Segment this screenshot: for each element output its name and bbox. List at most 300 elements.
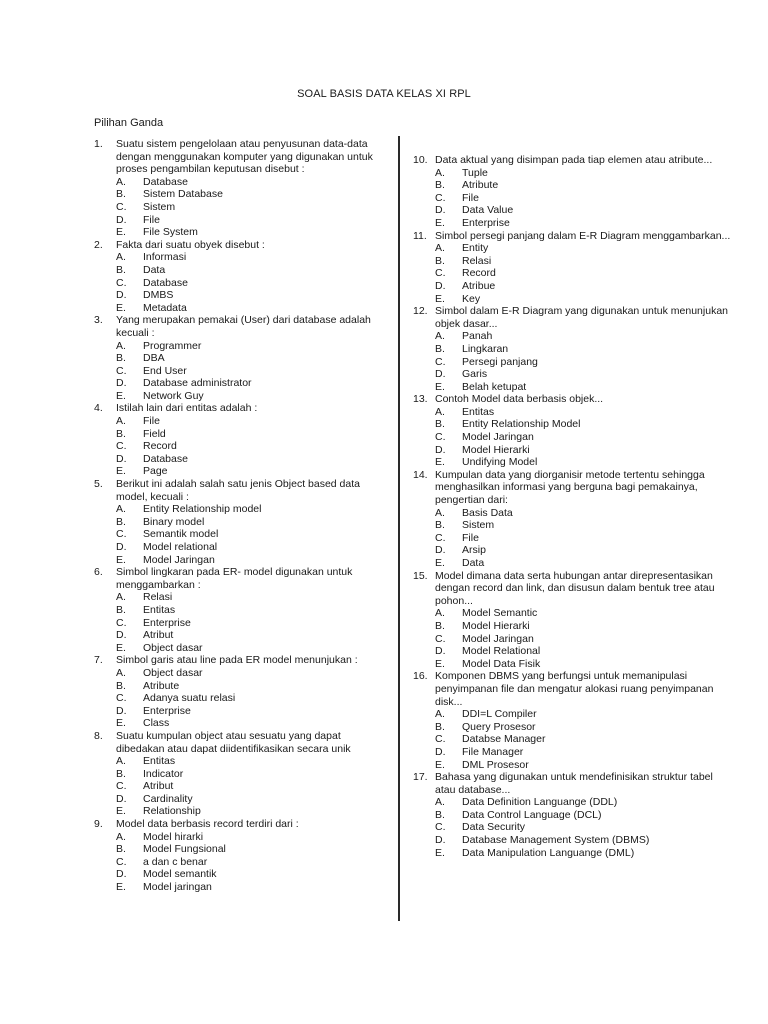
- option-letter: D.: [435, 544, 446, 557]
- option-letter: E.: [116, 389, 126, 402]
- answer-option: [413, 746, 733, 759]
- option-letter: A.: [116, 591, 126, 604]
- option-text: DML Prosesor: [462, 758, 529, 771]
- option-letter: C.: [435, 267, 446, 280]
- option-text: Key: [462, 292, 481, 305]
- option-letter: B.: [116, 515, 126, 528]
- option-letter: B.: [116, 427, 126, 440]
- answer-option: [413, 557, 733, 570]
- question-text: Istilah lain dari entitas adalah :: [116, 402, 258, 415]
- option-letter: D.: [116, 213, 127, 226]
- option-letter: C.: [116, 855, 127, 868]
- option-letter: D.: [435, 279, 446, 292]
- answer-option: [413, 444, 733, 457]
- option-letter: E.: [116, 301, 126, 314]
- answer-option: [94, 302, 390, 315]
- answer-option: [94, 541, 390, 554]
- answer-option: [413, 821, 733, 834]
- option-text: Model hirarki: [143, 830, 204, 843]
- option-text: Databse Manager: [462, 733, 546, 746]
- option-text: Database: [143, 175, 188, 188]
- answer-option: [94, 528, 390, 541]
- option-letter: C.: [116, 616, 127, 629]
- option-text: Atribute: [143, 679, 180, 692]
- answer-option: [94, 755, 390, 768]
- option-letter: E.: [435, 216, 445, 229]
- question-number: 17.: [413, 771, 428, 784]
- answer-option: [413, 532, 733, 545]
- answer-option: [413, 633, 733, 646]
- answer-option: [413, 242, 733, 255]
- answer-option: [413, 721, 733, 734]
- question-item: [94, 566, 390, 654]
- option-letter: B.: [116, 603, 126, 616]
- option-letter: A.: [116, 175, 126, 188]
- option-letter: A.: [435, 330, 445, 343]
- option-letter: A.: [435, 405, 445, 418]
- option-letter: A.: [435, 166, 445, 179]
- answer-option: [94, 629, 390, 642]
- option-text: Model Semantic: [462, 607, 538, 620]
- answer-option: [413, 620, 733, 633]
- answer-option: [94, 352, 390, 365]
- answer-option: [413, 192, 733, 205]
- option-letter: E.: [435, 657, 445, 670]
- option-text: File: [462, 531, 479, 544]
- option-text: Entity: [462, 242, 489, 255]
- option-text: Data Control Language (DCL): [462, 808, 602, 821]
- question-number: 14.: [413, 468, 428, 481]
- answer-option: [413, 267, 733, 280]
- answer-option: [94, 340, 390, 353]
- answer-option: [413, 368, 733, 381]
- question-item: [94, 402, 390, 478]
- question-text: Fakta dari suatu obyek disebut :: [116, 238, 265, 251]
- option-letter: D.: [435, 204, 446, 217]
- option-letter: B.: [435, 619, 445, 632]
- question-number: 16.: [413, 670, 428, 683]
- option-text: Lingkaran: [462, 342, 509, 355]
- option-text: Atribut: [143, 780, 174, 793]
- question-row: [413, 305, 733, 330]
- option-text: Data Definition Languange (DDL): [462, 796, 618, 809]
- question-text: Komponen DBMS yang berfungsi untuk memanipulasi penyimpanan file dan mengatur alokasi ruang penyimpanan disk...: [435, 670, 714, 708]
- answer-option: [94, 390, 390, 403]
- option-text: Database: [143, 276, 188, 289]
- question-number: 8.: [94, 729, 103, 742]
- option-text: Data: [462, 557, 485, 569]
- answer-option: [413, 293, 733, 306]
- answer-option: [94, 554, 390, 567]
- question-text: Yang merupakan pemakai (User) dari database adalah kecuali :: [116, 314, 371, 339]
- answer-option: [413, 796, 733, 809]
- option-text: Record: [143, 440, 177, 453]
- option-text: Database Management System (DBMS): [462, 834, 650, 847]
- question-item: [94, 314, 390, 402]
- question-item: [94, 818, 390, 894]
- answer-option: [413, 406, 733, 419]
- option-text: Model Data Fisik: [462, 657, 541, 670]
- option-letter: D.: [435, 745, 446, 758]
- option-text: DBA: [143, 352, 165, 365]
- question-text: Suatu kumpulan object atau sesuatu yang dapat dibedakan atau dapat diidentifikasikan secara unik: [116, 729, 351, 755]
- question-item: [94, 654, 390, 730]
- answer-option: [413, 544, 733, 557]
- question-number: 4.: [94, 402, 103, 415]
- option-text: Relationship: [143, 805, 201, 818]
- option-letter: A.: [116, 755, 126, 768]
- option-text: Enterprise: [143, 704, 191, 717]
- question-item: [413, 305, 733, 393]
- question-row: [413, 670, 733, 708]
- question-row: [413, 393, 733, 406]
- answer-option: [94, 277, 390, 290]
- option-text: Model Hierarki: [462, 619, 530, 632]
- answer-option: [94, 881, 390, 894]
- option-text: File: [462, 191, 479, 204]
- option-text: Panah: [462, 330, 493, 343]
- question-item: [413, 670, 733, 771]
- question-text: Model dimana data serta hubungan antar direpresentasikan dengan record dan link, dan disusun dalam bentuk tree atau pohon...: [435, 569, 715, 607]
- answer-option: [413, 834, 733, 847]
- option-text: DMBS: [143, 289, 174, 302]
- question-item: [413, 230, 733, 306]
- option-text: Model Jaringan: [462, 632, 534, 645]
- question-text: Simbol garis atau line pada ER model menunjukan :: [116, 654, 358, 667]
- option-letter: C.: [435, 355, 446, 368]
- answer-option: [94, 667, 390, 680]
- answer-option: [94, 453, 390, 466]
- answer-option: [413, 255, 733, 268]
- option-letter: D.: [116, 792, 127, 805]
- option-letter: E.: [116, 805, 126, 818]
- question-column-left: [94, 138, 390, 894]
- option-text: Undifying Model: [462, 456, 538, 469]
- option-text: Cardinality: [143, 792, 193, 805]
- answer-option: [94, 251, 390, 264]
- option-text: Atribue: [462, 279, 496, 292]
- option-letter: E.: [435, 846, 445, 859]
- answer-option: [94, 201, 390, 214]
- answer-option: [94, 642, 390, 655]
- option-letter: C.: [116, 364, 127, 377]
- option-letter: A.: [116, 503, 126, 516]
- answer-option: [413, 645, 733, 658]
- option-text: Model Fungsional: [143, 843, 226, 856]
- option-text: Basis Data: [462, 506, 513, 519]
- option-letter: B.: [116, 843, 126, 856]
- option-letter: A.: [435, 506, 445, 519]
- option-text: Informasi: [143, 251, 187, 264]
- question-item: [413, 154, 733, 230]
- option-letter: E.: [116, 226, 126, 239]
- answer-option: [94, 591, 390, 604]
- answer-option: [94, 680, 390, 693]
- option-letter: D.: [116, 452, 127, 465]
- answer-option: [413, 708, 733, 721]
- answer-option: [413, 381, 733, 394]
- question-row: [94, 730, 390, 755]
- option-letter: C.: [435, 531, 446, 544]
- question-number: 10.: [413, 154, 428, 166]
- answer-option: [94, 617, 390, 630]
- option-text: File: [143, 213, 160, 226]
- option-text: Enterprise: [462, 216, 510, 229]
- answer-option: [94, 226, 390, 239]
- option-letter: A.: [116, 830, 126, 843]
- answer-option: [94, 264, 390, 277]
- option-letter: D.: [435, 834, 446, 847]
- option-text: Belah ketupat: [462, 380, 527, 393]
- question-text: Simbol dalam E-R Diagram yang digunakan untuk menunjukan objek dasar...: [435, 305, 728, 330]
- option-text: Page: [143, 465, 168, 478]
- option-text: Sistem: [143, 200, 176, 213]
- answer-option: [94, 428, 390, 441]
- option-text: Class: [143, 717, 170, 730]
- question-row: [413, 230, 733, 243]
- question-text: Data aktual yang disimpan pada tiap elemen atau atribute...: [435, 154, 713, 166]
- question-row: [94, 239, 390, 252]
- option-letter: D.: [435, 645, 446, 658]
- option-text: Sistem: [462, 519, 495, 532]
- answer-option: [94, 831, 390, 844]
- option-letter: B.: [116, 767, 126, 780]
- option-letter: C.: [116, 692, 127, 705]
- option-letter: B.: [435, 342, 445, 355]
- question-text: Kumpulan data yang diorganisir metode tertentu sehingga menghasilkan informasi yang berguna bagi pemakainya, pengertian dari:: [435, 468, 705, 507]
- option-text: Tuple: [462, 166, 488, 179]
- option-text: Relasi: [143, 591, 173, 604]
- question-text: Berikut ini adalah salah satu jenis Object based data model, kecuali :: [116, 478, 360, 503]
- option-letter: D.: [116, 704, 127, 717]
- question-column-right: [413, 154, 733, 859]
- option-letter: B.: [116, 188, 126, 201]
- option-text: Entitas: [143, 755, 176, 768]
- option-letter: E.: [435, 758, 445, 771]
- question-item: [413, 469, 733, 570]
- question-number: 1.: [94, 138, 103, 150]
- answer-option: [413, 217, 733, 230]
- answer-option: [94, 188, 390, 201]
- answer-option: [413, 179, 733, 192]
- answer-option: [94, 805, 390, 818]
- option-text: Database administrator: [143, 377, 252, 390]
- answer-option: [94, 604, 390, 617]
- question-number: 11.: [413, 229, 427, 242]
- section-heading: Pilihan Ganda: [94, 117, 164, 129]
- option-letter: E.: [435, 557, 445, 569]
- option-text: Persegi panjang: [462, 355, 538, 368]
- option-text: File System: [143, 226, 198, 239]
- option-text: Atribute: [462, 179, 499, 192]
- answer-option: [94, 503, 390, 516]
- option-text: Model relational: [143, 541, 218, 553]
- question-item: [413, 771, 733, 859]
- option-letter: B.: [435, 179, 445, 192]
- option-letter: E.: [116, 641, 126, 654]
- option-text: Data Security: [462, 821, 526, 834]
- option-text: Programmer: [143, 339, 202, 352]
- answer-option: [413, 456, 733, 469]
- answer-option: [413, 167, 733, 180]
- answer-option: [94, 717, 390, 730]
- option-text: Model Relational: [462, 645, 541, 658]
- option-letter: A.: [435, 242, 445, 255]
- option-text: Semantik model: [143, 528, 219, 541]
- option-letter: E.: [116, 881, 126, 894]
- option-letter: C.: [116, 440, 127, 453]
- question-row: [94, 566, 390, 591]
- question-item: [94, 478, 390, 566]
- option-text: Garis: [462, 368, 488, 381]
- option-text: Network Guy: [143, 389, 204, 402]
- option-text: Query Prosesor: [462, 720, 536, 733]
- option-letter: B.: [116, 263, 126, 276]
- question-row: [94, 818, 390, 831]
- answer-option: [94, 465, 390, 478]
- option-letter: E.: [435, 380, 445, 393]
- option-text: Object dasar: [143, 666, 203, 679]
- option-letter: B.: [435, 519, 445, 532]
- option-text: Indicator: [143, 767, 184, 780]
- question-number: 7.: [94, 654, 103, 667]
- option-text: Sistem Database: [143, 188, 223, 201]
- question-row: [94, 314, 390, 339]
- question-row: [413, 771, 733, 796]
- option-text: Data Manipulation Languange (DML): [462, 846, 635, 859]
- answer-option: [413, 507, 733, 520]
- question-row: [94, 654, 390, 667]
- option-text: Atribut: [143, 629, 174, 642]
- answer-option: [94, 176, 390, 189]
- answer-option: [94, 868, 390, 881]
- answer-option: [413, 204, 733, 217]
- question-text: Contoh Model data berbasis objek...: [435, 393, 604, 406]
- question-text: Bahasa yang digunakan untuk mendefinisikan struktur tabel atau database...: [435, 771, 713, 796]
- answer-option: [94, 793, 390, 806]
- option-letter: C.: [116, 276, 127, 289]
- option-letter: B.: [435, 418, 445, 431]
- option-letter: D.: [435, 368, 446, 381]
- answer-option: [94, 705, 390, 718]
- answer-option: [94, 692, 390, 705]
- option-letter: D.: [435, 443, 446, 456]
- question-number: 13.: [413, 393, 428, 406]
- option-letter: C.: [435, 632, 446, 645]
- option-letter: C.: [116, 780, 127, 793]
- answer-option: [413, 607, 733, 620]
- option-letter: A.: [435, 708, 445, 721]
- answer-option: [413, 330, 733, 343]
- answer-option: [413, 658, 733, 671]
- option-text: Entity Relationship Model: [462, 418, 581, 431]
- answer-option: [94, 415, 390, 428]
- answer-option: [413, 809, 733, 822]
- option-letter: C.: [116, 200, 127, 213]
- answer-option: [94, 365, 390, 378]
- option-letter: E.: [116, 465, 126, 478]
- question-number: 15.: [413, 569, 428, 582]
- option-text: Model Jaringan: [462, 431, 534, 444]
- answer-option: [94, 377, 390, 390]
- question-row: [94, 478, 390, 503]
- option-letter: D.: [116, 868, 127, 881]
- question-item: [94, 730, 390, 818]
- option-letter: A.: [116, 339, 126, 352]
- answer-option: [94, 214, 390, 227]
- option-letter: B.: [116, 679, 126, 692]
- option-letter: E.: [116, 553, 126, 566]
- question-item: [94, 138, 390, 239]
- option-text: Object dasar: [143, 641, 203, 654]
- option-text: File Manager: [462, 745, 524, 758]
- option-letter: C.: [435, 431, 446, 444]
- option-text: Adanya suatu relasi: [143, 692, 236, 705]
- question-text: Simbol lingkaran pada ER- model digunakan untuk menggambarkan :: [116, 566, 353, 591]
- answer-option: [94, 843, 390, 856]
- option-text: Data: [143, 263, 166, 276]
- answer-option: [413, 759, 733, 772]
- question-number: 3.: [94, 314, 103, 327]
- option-letter: D.: [116, 541, 127, 553]
- option-letter: D.: [116, 289, 127, 302]
- question-number: 12.: [413, 305, 428, 318]
- option-text: Enterprise: [143, 616, 191, 629]
- option-text: Entity Relationship model: [143, 503, 262, 516]
- option-letter: C.: [116, 528, 127, 541]
- option-text: Field: [143, 427, 166, 440]
- question-item: [413, 570, 733, 671]
- option-letter: C.: [435, 733, 446, 746]
- option-text: DDI=L Compiler: [462, 708, 537, 721]
- option-letter: C.: [435, 191, 446, 204]
- question-text: Model data berbasis record terdiri dari :: [116, 818, 299, 831]
- column-divider: [398, 136, 400, 921]
- option-text: Database: [143, 452, 188, 465]
- answer-option: [94, 768, 390, 781]
- option-text: End User: [143, 364, 187, 377]
- option-letter: B.: [116, 352, 126, 365]
- answer-option: [413, 431, 733, 444]
- answer-option: [94, 289, 390, 302]
- answer-option: [413, 418, 733, 431]
- page-title: SOAL BASIS DATA KELAS XI RPL: [297, 88, 471, 100]
- option-letter: D.: [116, 377, 127, 390]
- option-letter: A.: [435, 796, 445, 809]
- answer-option: [413, 847, 733, 860]
- option-text: File: [143, 415, 160, 428]
- option-text: Entitas: [143, 603, 176, 616]
- question-number: 9.: [94, 818, 103, 831]
- question-text: Suatu sistem pengelolaan atau penyusunan data-data dengan menggunakan komputer yang digunakan untuk proses pengambilan keputusan disebut :: [116, 138, 373, 176]
- option-text: Model Hierarki: [462, 443, 530, 456]
- question-item: [413, 393, 733, 469]
- answer-option: [413, 733, 733, 746]
- answer-option: [94, 440, 390, 453]
- option-text: Model semantik: [143, 868, 217, 881]
- question-number: 2.: [94, 238, 103, 251]
- question-item: [94, 239, 390, 315]
- answer-option: [413, 356, 733, 369]
- option-text: Metadata: [143, 301, 187, 314]
- answer-option: [94, 780, 390, 793]
- option-letter: B.: [435, 720, 445, 733]
- question-text: Simbol persegi panjang dalam E-R Diagram menggambarkan...: [435, 229, 731, 242]
- option-text: Data Value: [462, 204, 514, 217]
- question-number: 6.: [94, 566, 103, 579]
- option-letter: A.: [116, 415, 126, 428]
- question-row: [94, 138, 390, 176]
